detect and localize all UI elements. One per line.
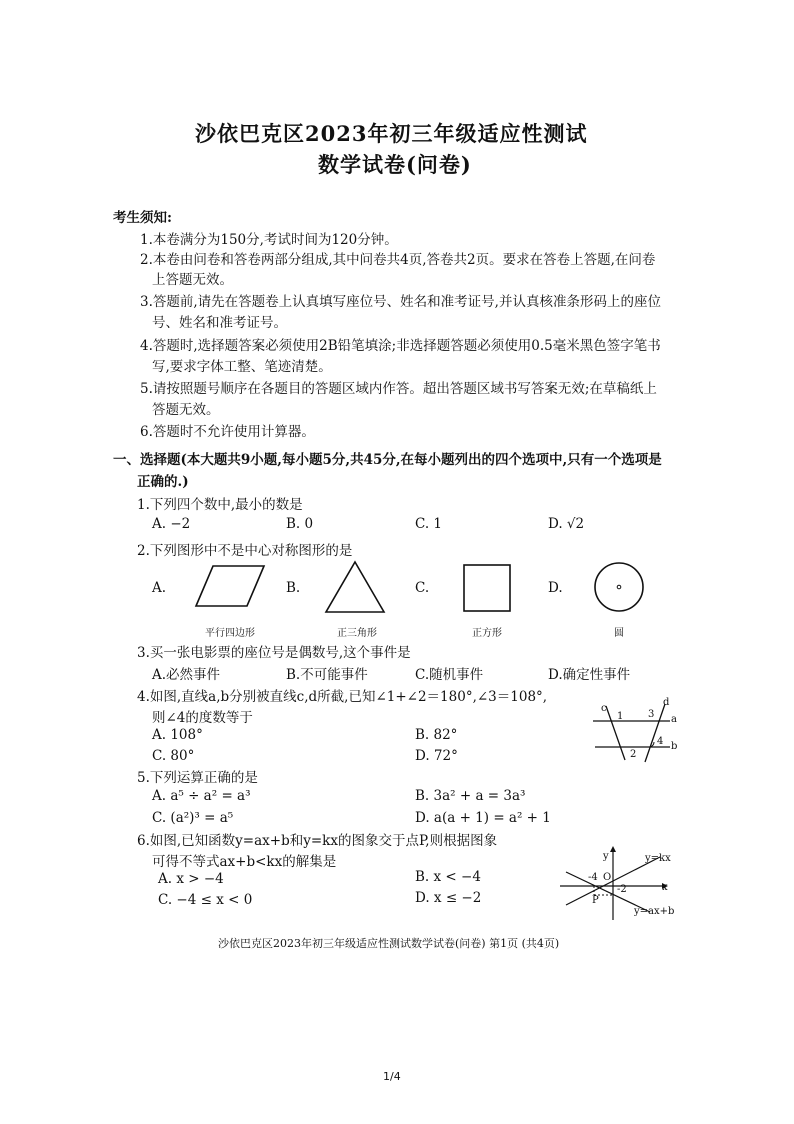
q1-option-a: A. −2: [152, 516, 191, 532]
section-heading: 一、选择题(本大题共9小题,每小题5分,共45分,在每小题列出的四个选项中,只有一个选项是: [113, 452, 662, 468]
q6-label-minus4: -4: [588, 872, 598, 883]
q2-option-d: D.: [548, 580, 563, 596]
q4-label-b: b: [671, 741, 678, 752]
q4-option-b: B. 82°: [415, 727, 458, 743]
page-footer: 沙依巴克区2023年初三年级适应性测试数学试卷(问卷) 第1页 (共4页): [218, 937, 560, 950]
q6-label-y-kx: y=kx: [645, 853, 671, 864]
notice-heading: 考生须知:: [113, 210, 172, 226]
q2-option-c: C.: [415, 580, 430, 596]
q1-option-d: D. √2: [548, 516, 585, 532]
q3-option-b: B.不可能事件: [286, 667, 368, 683]
q2-option-a: A.: [152, 580, 167, 596]
notice-item-1: 1.本卷满分为150分,考试时间为120分钟。: [140, 232, 398, 248]
q4-stem: 4.如图,直线a,b分别被直线c,d所截,已知∠1+∠2＝180°,∠3＝108°,: [137, 689, 548, 705]
page-number: 1/4: [383, 1070, 401, 1083]
q2-caption-c: 正方形: [472, 628, 502, 639]
q4-label-angle1: 1: [617, 711, 624, 722]
q4-label-c: c: [601, 703, 607, 714]
q6-label-minus2: -2: [617, 884, 627, 895]
q6-option-d: D. x ≤ −2: [415, 890, 482, 906]
notice-item-2: 2.本卷由问卷和答卷两部分组成,其中问卷共4页,答卷共2页。要求在答卷上答题,在问卷: [140, 252, 656, 268]
section-heading-cont: 正确的.): [137, 474, 189, 490]
q4-option-d: D. 72°: [415, 748, 458, 764]
q2-caption-d: 圆: [614, 628, 624, 639]
q6-option-c: C. −4 ≤ x < 0: [158, 892, 253, 908]
q6-label-y: y: [603, 851, 609, 862]
q3-option-a: A.必然事件: [152, 667, 221, 683]
notice-item-4: 4.答题时,选择题答案必须使用2B铅笔填涂;非选择题答题必须使用0.5毫米黑色签字笔书: [140, 338, 661, 354]
q4-label-angle2: 2: [630, 749, 637, 760]
q6-label-x: x: [662, 882, 668, 893]
q5-stem: 5.下列运算正确的是: [137, 770, 258, 786]
q3-stem: 3.买一张电影票的座位号是偶数号,这个事件是: [137, 645, 411, 661]
q6-option-b: B. x < −4: [415, 869, 481, 885]
q2-option-b: B.: [286, 580, 301, 596]
q5-option-c: C. (a²)³ = a⁵: [152, 810, 234, 826]
q1-stem: 1.下列四个数中,最小的数是: [137, 497, 303, 513]
q2-caption-a: 平行四边形: [205, 628, 255, 639]
q6-stem-cont: 可得不等式ax+b<kx的解集是: [152, 854, 337, 870]
y-axis-arrow: [610, 846, 616, 852]
q2-caption-b: 正三角形: [337, 628, 377, 639]
q4-label-angle3: 3: [648, 709, 655, 720]
notice-item-6: 6.答题时不允许使用计算器。: [140, 424, 315, 440]
q6-option-a: A. x > −4: [158, 871, 224, 887]
notice-item-3: 3.答题前,请先在答题卷上认真填写座位号、姓名和准考证号,并认真核准条形码上的座位: [140, 294, 661, 310]
q5-option-d: D. a(a + 1) = a² + 1: [415, 810, 551, 826]
q3-option-d: D.确定性事件: [548, 667, 631, 683]
q2-stem: 2.下列图形中不是中心对称图形的是: [137, 543, 353, 559]
notice-item-2-cont: 上答题无效。: [152, 272, 233, 288]
q4-option-a: A. 108°: [152, 727, 203, 743]
q6-label-p: P: [592, 895, 599, 906]
q6-stem: 6.如图,已知函数y=ax+b和y=kx的图象交于点P,则根据图象: [137, 833, 498, 849]
q6-label-origin: O: [603, 872, 612, 883]
exam-title-line2: 数学试卷(问卷): [318, 152, 472, 177]
q3-option-c: C.随机事件: [415, 667, 484, 683]
notice-item-4-cont: 写,要求字体工整、笔迹清楚。: [152, 359, 332, 375]
q4-label-a: a: [671, 714, 677, 725]
q4-stem-cont: 则∠4的度数等于: [152, 710, 253, 726]
q5-option-b: B. 3a² + a = 3a³: [415, 788, 526, 804]
notice-item-3-cont: 号、姓名和准考证号。: [152, 315, 287, 331]
notice-item-5: 5.请按照题号顺序在各题目的答题区域内作答。超出答题区域书写答案无效;在草稿纸上: [140, 381, 657, 397]
notice-item-5-cont: 答题无效。: [152, 402, 220, 418]
q4-label-d: d: [663, 697, 670, 708]
q6-label-y-ax-b: y=ax+b: [634, 906, 675, 917]
q1-option-b: B. 0: [286, 516, 314, 532]
q5-option-a: A. a⁵ ÷ a² = a³: [152, 788, 251, 804]
exam-title-line1: 沙依巴克区2023年初三年级适应性测试: [195, 121, 588, 146]
q4-label-angle4: 4: [657, 736, 664, 747]
q1-option-c: C. 1: [415, 516, 443, 532]
q4-option-c: C. 80°: [152, 748, 195, 764]
